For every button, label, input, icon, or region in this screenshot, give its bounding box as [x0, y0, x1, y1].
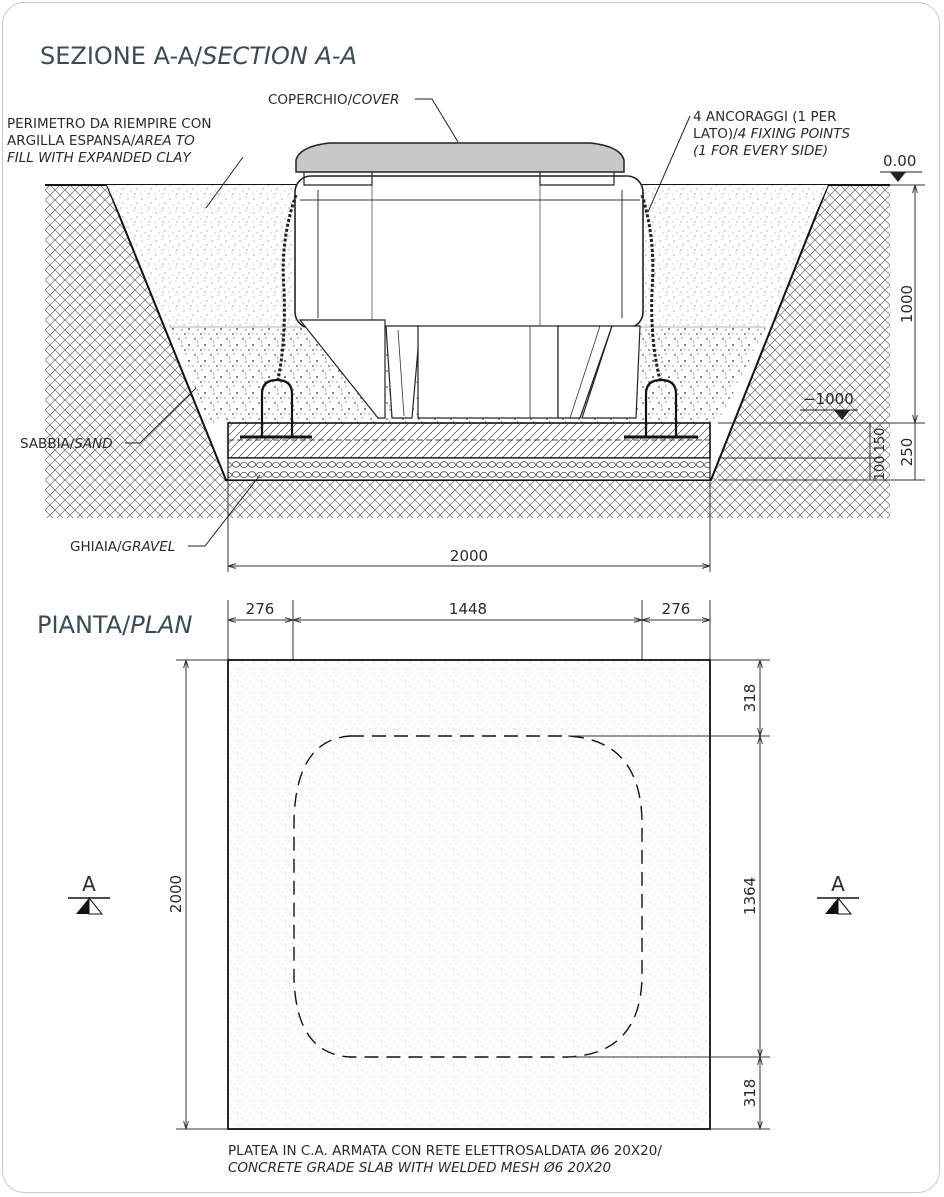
- dim-1448: 1448: [448, 600, 488, 618]
- cover-label: COPERCHIO/COVER: [268, 92, 400, 108]
- sand-label: SABBIA/SAND: [20, 436, 113, 452]
- dim-2000-plan: 2000: [167, 874, 185, 914]
- dim-276-left: 276: [245, 600, 275, 618]
- section-marker-left: [68, 872, 110, 914]
- dim-250: 250: [898, 437, 916, 467]
- level-marker-top: [880, 152, 922, 182]
- dim-1364: 1364: [741, 876, 759, 916]
- anchor-label-line1: 4 ANCORAGGI (1 PER: [693, 109, 837, 125]
- section-title: SEZIONE A-A/SECTION A-A: [40, 42, 357, 70]
- dim-150: 150: [873, 427, 888, 453]
- dim-318-bottom: 318: [741, 1078, 759, 1108]
- concrete-slab-plan: [228, 660, 710, 1129]
- plan-title: PIANTA/PLAN: [37, 611, 193, 639]
- perimeter-label-line1: PERIMETRO DA RIEMPIRE CON: [7, 116, 212, 132]
- dim-100: 100: [873, 455, 888, 481]
- svg-text:0.00: 0.00: [883, 152, 917, 170]
- dim-276-right: 276: [661, 600, 691, 618]
- section-marker-right: [817, 872, 859, 914]
- svg-text:−1000: −1000: [803, 390, 854, 408]
- dim-318-top: 318: [741, 683, 759, 713]
- gravel-label: GHIAIA/GRAVEL: [70, 539, 176, 555]
- slab-note-line2: CONCRETE GRADE SLAB WITH WELDED MESH Ø6 20X20: [228, 1160, 612, 1176]
- anchor-label-line2: LATO)/4 FIXING POINTS: [693, 126, 851, 142]
- anchor-label-line3: (1 FOR EVERY SIDE): [693, 143, 829, 159]
- gravel-layer: [228, 458, 710, 480]
- perimeter-label-line2: ARGILLA ESPANSA/AREA TO: [7, 133, 195, 149]
- svg-text:A: A: [831, 872, 845, 896]
- concrete-slab-section: [228, 423, 710, 458]
- dim-1000: 1000: [898, 284, 916, 324]
- perimeter-label-line3: FILL WITH EXPANDED CLAY: [7, 150, 191, 166]
- slab-note-line1: PLATEA IN C.A. ARMATA CON RETE ELETTROSALDATA Ø6 20X20/: [228, 1143, 662, 1159]
- svg-text:A: A: [82, 872, 96, 896]
- dim-2000-section: 2000: [449, 547, 489, 565]
